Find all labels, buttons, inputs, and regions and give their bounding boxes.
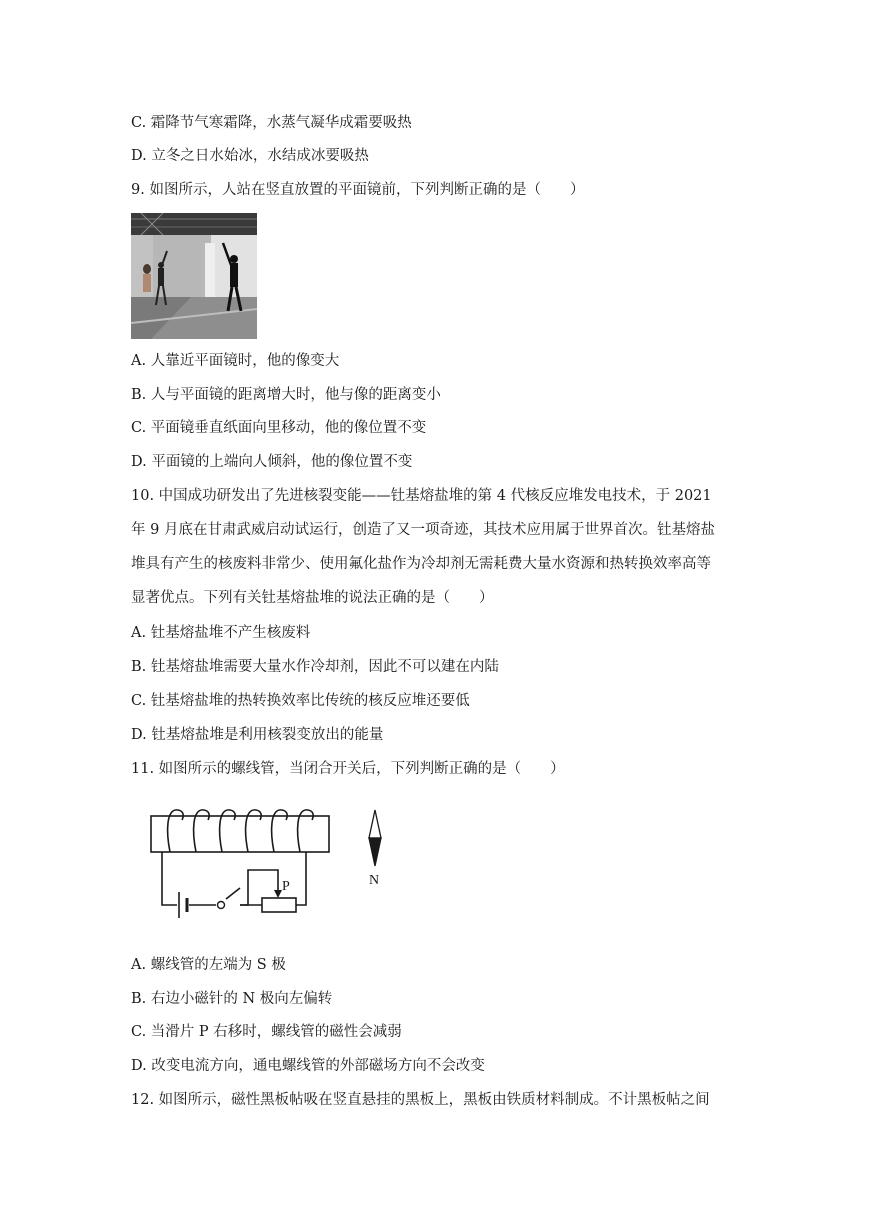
slider-arrow (274, 890, 282, 898)
q9-stem: 9. 如图所示，人站在竖直放置的平面镜前，下列判断正确的是（ ） (131, 182, 585, 198)
q11-stem: 11. 如图所示的螺线管，当闭合开关后，下列判断正确的是（ ） (131, 761, 565, 777)
q9-option-d: D. 平面镜的上端向人倾斜，他的像位置不变 (131, 454, 413, 470)
q11-option-d: D. 改变电流方向，通电螺线管的外部磁场方向不会改变 (131, 1058, 485, 1074)
q10-option-d: D. 钍基熔盐堆是利用核裂变放出的能量 (131, 727, 384, 743)
q10-option-c: C. 钍基熔盐堆的热转换效率比传统的核反应堆还要低 (131, 693, 470, 709)
q10-stem-line-2: 年 9 月底在甘肃武威启动试运行，创造了又一项奇迹，其技术应用属于世界首次。钍基熔盐 (131, 522, 715, 538)
q10-stem-line-3: 堆具有产生的核废料非常少、使用氟化盐作为冷却剂无需耗费大量水资源和热转换效率高等 (131, 556, 711, 572)
q10-option-a: A. 钍基熔盐堆不产生核废料 (131, 625, 311, 641)
q9-option-c: C. 平面镜垂直纸面向里移动，他的像位置不变 (131, 420, 427, 436)
mirror-photo (131, 213, 257, 339)
q11-option-c: C. 当滑片 P 右移时，螺线管的磁性会减弱 (131, 1024, 402, 1040)
q11-option-b: B. 右边小磁针的 N 极向左偏转 (131, 991, 333, 1007)
q9-option-b: B. 人与平面镜的距离增大时，他与像的距离变小 (131, 387, 441, 403)
compass-needle-icon (369, 810, 381, 866)
q10-stem-line-1: 10. 中国成功研发出了先进核裂变能——钍基熔盐堆的第 4 代核反应堆发电技术，于 2021 (131, 488, 712, 504)
q9-option-a: A. 人靠近平面镜时，他的像变大 (131, 353, 340, 369)
q8-option-d: D. 立冬之日水始冰，水结成冰要吸热 (131, 148, 369, 164)
battery-symbol (179, 892, 187, 918)
q11-option-a: A. 螺线管的左端为 S 极 (131, 957, 286, 973)
q12-stem: 12. 如图所示，磁性黑板帖吸在竖直悬挂的黑板上，黑板由铁质材料制成。不计黑板帖之间 (131, 1092, 710, 1108)
q10-stem-line-4: 显著优点。下列有关钍基熔盐堆的说法正确的是（ ） (131, 590, 494, 606)
solenoid-core (151, 816, 329, 852)
rheostat-resistor (262, 898, 296, 912)
q8-option-c: C. 霜降节气寒霜降，水蒸气凝华成霜要吸热 (131, 115, 412, 131)
label-n: N (369, 873, 380, 888)
switch-contact (218, 902, 225, 909)
q10-option-b: B. 钍基熔盐堆需要大量水作冷却剂，因此不可以建在内陆 (131, 659, 499, 675)
label-p: P (282, 879, 290, 894)
solenoid-circuit-diagram (148, 808, 408, 930)
